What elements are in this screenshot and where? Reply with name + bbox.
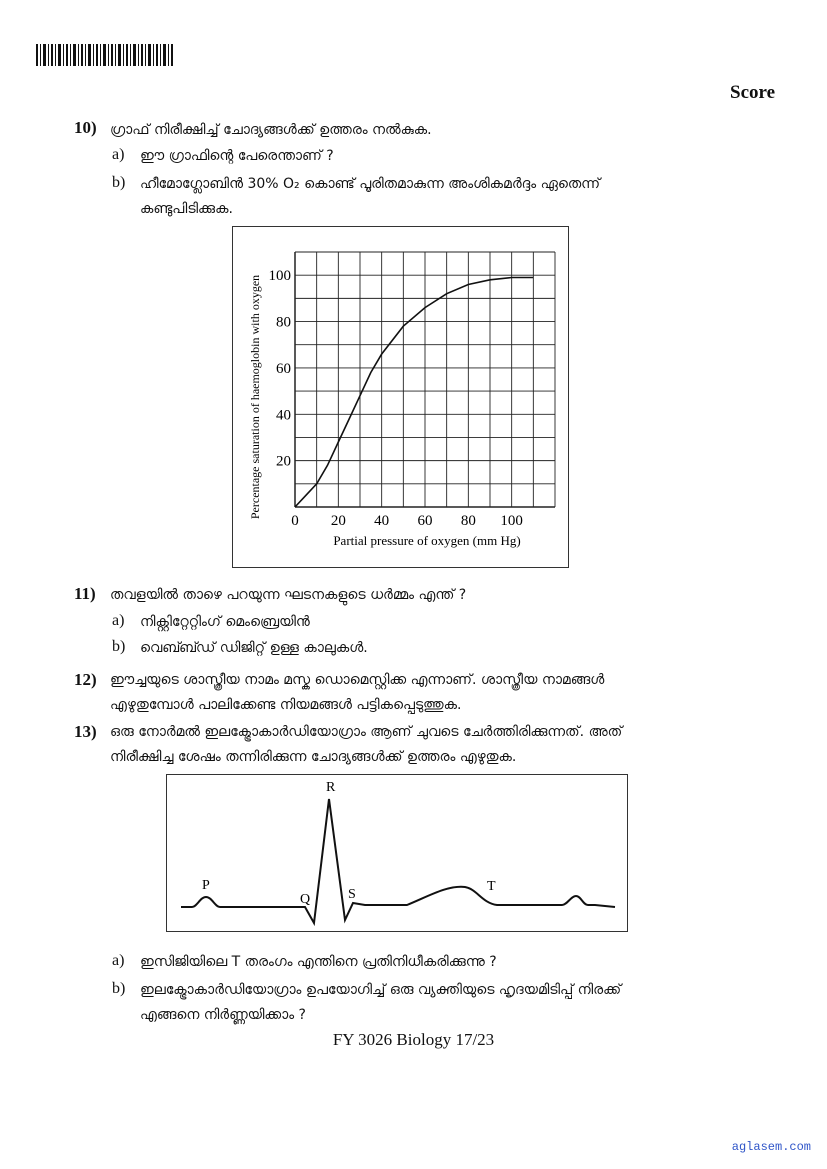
question-12-number: 12) (74, 670, 97, 689)
question-11-number: 11) (74, 584, 96, 603)
oxygen-dissociation-chart (233, 227, 568, 567)
x-tick-label: 60 (417, 513, 433, 529)
question-13a-text: ഇസിജിയിലെ T തരംഗം എന്തിനെ പ്രതിനിധീകരിക്കുന്നു ? (140, 954, 497, 970)
y-tick-label: 40 (276, 407, 291, 424)
x-axis-label: Partial pressure of oxygen (mm Hg) (333, 533, 521, 548)
question-10a-label: a) (112, 146, 125, 163)
question-10-text: ഗ്രാഫ് നിരീക്ഷിച്ച് ചോദ്യങ്ങൾക്ക് ഉത്തരം നൽകുക. (110, 122, 432, 138)
question-12-line1: ഈച്ചയുടെ ശാസ്ത്രീയ നാമം മസ്ക ഡൊമെസ്റ്റിക്ക എന്നാണ്. ശാസ്ത്രീയ നാമങ്ങൾ (110, 672, 605, 688)
question-11b-text: വെബ്ബ്ഡ് ഡിജിറ്റ് ഉള്ള കാലുകൾ. (140, 640, 368, 656)
question-10b-label: b) (112, 174, 126, 191)
ecg-label-s: S (348, 887, 356, 902)
question-13b-line2: എങ്ങനെ നിർണ്ണയിക്കാം ? (140, 1007, 306, 1023)
x-tick-label: 40 (374, 513, 390, 529)
question-11b-label: b) (112, 638, 126, 655)
ecg-label-t: T (487, 879, 496, 894)
y-tick-label: 60 (276, 360, 291, 377)
x-tick-label: 20 (330, 513, 346, 529)
ecg-label-q: Q (300, 892, 311, 907)
question-13-line2: നിരീക്ഷിച്ച ശേഷം തന്നിരിക്കുന്ന ചോദ്യങ്ങൾക്ക് ഉത്തരം എഴുതുക. (110, 749, 517, 765)
question-12-line2: എഴുതുമ്പോൾ പാലിക്കേണ്ട നിയമങ്ങൾ പട്ടികപ്പെടുത്തുക. (110, 697, 462, 713)
ecg-label-r: R (326, 780, 336, 795)
y-axis-label: Percentage saturation of haemoglobin with oxygen (248, 274, 262, 520)
oxygen-dissociation-curve (295, 278, 533, 508)
question-13-number: 13) (74, 722, 97, 741)
question-11-text: തവളയിൽ താഴെ പറയുന്ന ഘടനകളുടെ ധർമ്മം എന്ത് ? (110, 587, 467, 603)
question-10-number: 10) (74, 118, 97, 137)
y-tick-label: 20 (276, 453, 291, 470)
barcode (36, 44, 174, 66)
question-10b-line1: ഹീമോഗ്ലോബിൻ 30% O₂ കൊണ്ട് പൂരിതമാകുന്ന അംശികമർദ്ദം ഏതെന്ന് (140, 176, 601, 192)
question-13a-label: a) (112, 952, 125, 969)
question-10a-text: ഈ ഗ്രാഫിന്റെ പേരെന്താണ് ? (140, 148, 334, 164)
question-10b-line2: കണ്ടുപിടിക്കുക. (140, 201, 233, 217)
ecg-label-p: P (202, 878, 210, 893)
y-tick-label: 100 (268, 268, 291, 285)
x-tick-label: 100 (500, 513, 523, 529)
ecg-diagram (166, 774, 628, 932)
page-footer: FY 3026 Biology 17/23 (332, 1030, 495, 1049)
x-tick-label: 80 (460, 513, 476, 529)
oxygen-dissociation-graph (232, 226, 569, 568)
ecg-trace-svg (167, 775, 627, 931)
question-13-line1: ഒരു നോർമൽ ഇലക്ട്രോകാർഡിയോഗ്രാം ആണ് ചുവടെ ചേർത്തിരിക്കുന്നത്. അത് (110, 724, 623, 740)
watermark: aglasem.com (731, 1140, 811, 1154)
question-13b-label: b) (112, 980, 126, 997)
y-tick-label: 80 (276, 314, 291, 331)
score-label: Score (730, 82, 776, 103)
question-13b-line1: ഇലക്ട്രോകാർഡിയോഗ്രാം ഉപയോഗിച്ച് ഒരു വ്യക്തിയുടെ ഹൃദയമിടിപ്പ് നിരക്ക് (140, 982, 622, 998)
question-11a-text: നിക്റ്റിറ്റേറ്റിംഗ് മെംബ്രെയിൻ (140, 614, 310, 630)
ecg-trace (181, 799, 615, 923)
x-tick-label: 0 (291, 513, 299, 529)
question-11a-label: a) (112, 612, 125, 629)
